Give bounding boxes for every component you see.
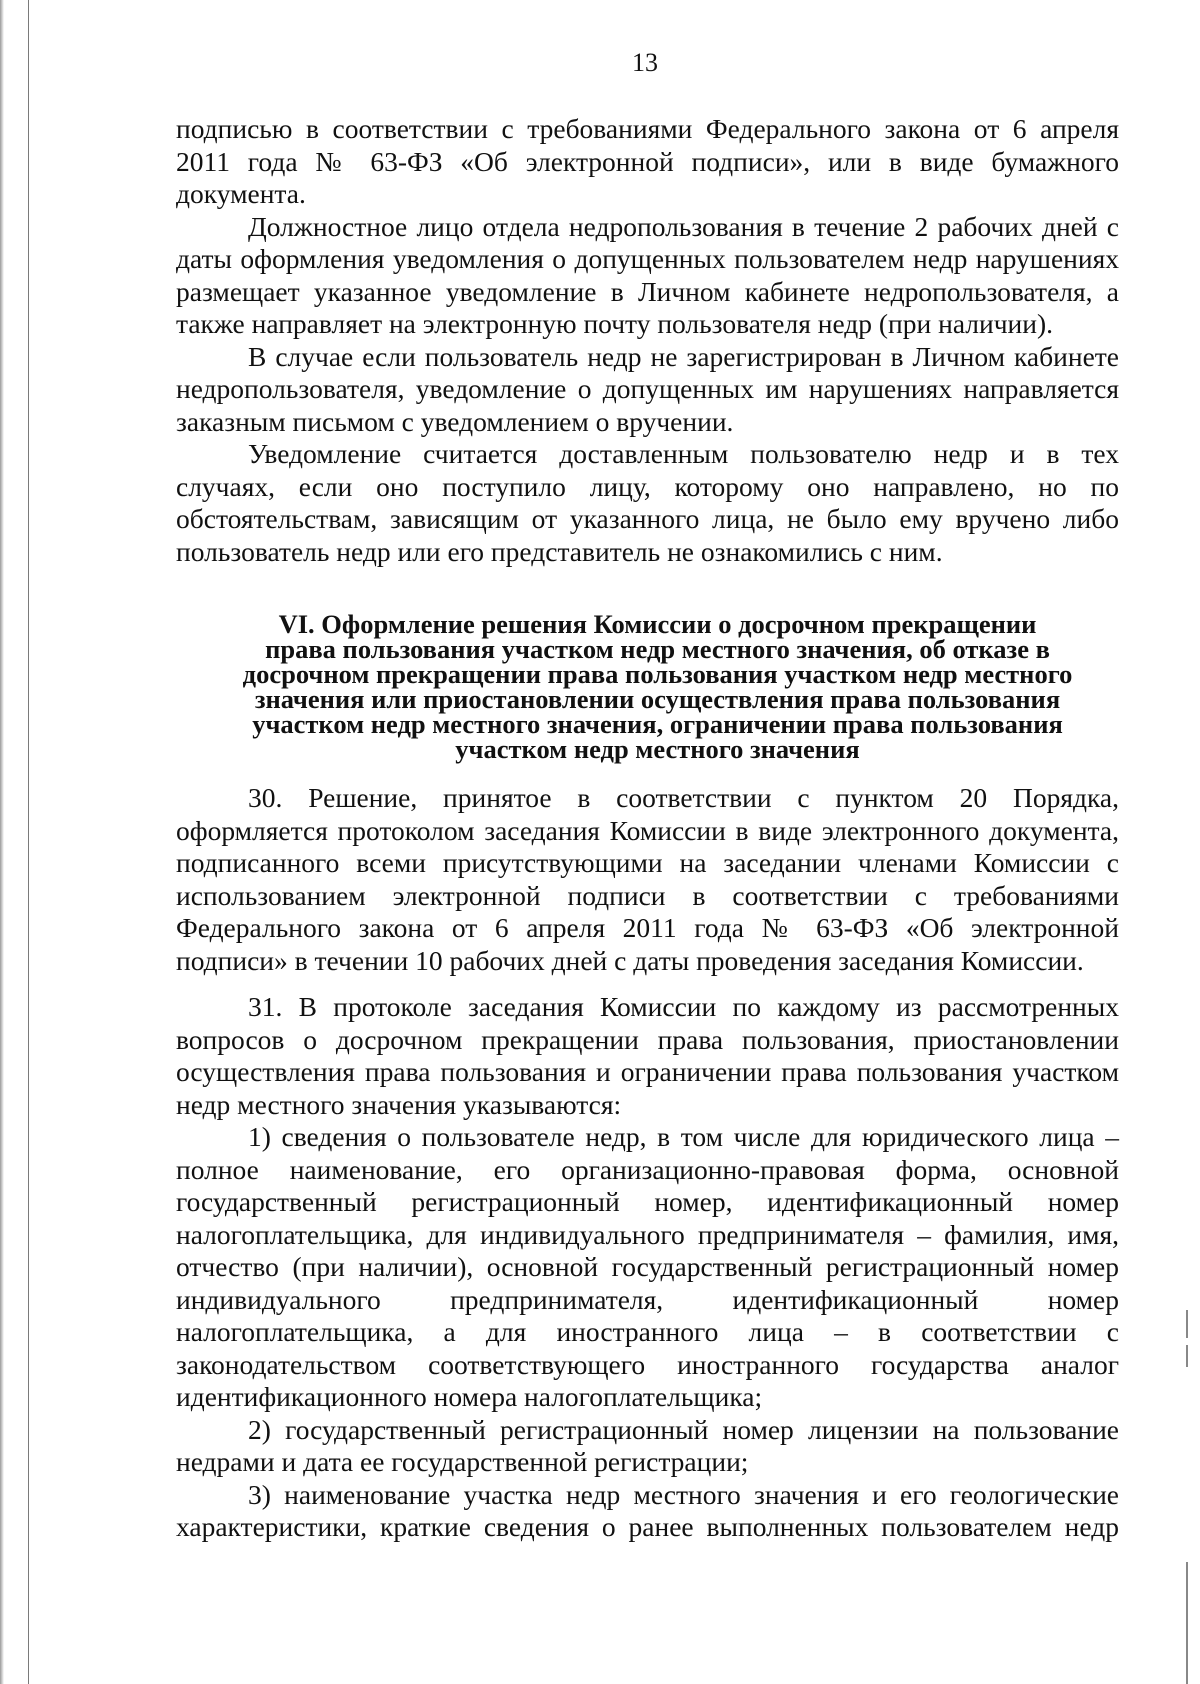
scan-edge-left bbox=[0, 0, 4, 1684]
page-number: 13 bbox=[632, 48, 658, 77]
section-heading-line: права пользования участком недр местного значения, об отказе в bbox=[265, 634, 1050, 664]
list-item: 3) наименование участка недр местного значения и его геологические характеристики, краткие сведения о ранее выполненных пользователем недр bbox=[176, 1478, 1119, 1542]
scan-mark-right bbox=[1186, 1310, 1188, 1338]
list-item: 2) государственный регистрационный номер лицензии на пользование недрами и дата ее государственной регистрации; bbox=[176, 1413, 1119, 1477]
paragraph-item-30: 30. Решение, принятое в соответствии с пунктом 20 Порядка, оформляется протоколом заседания Комиссии в виде электронного документа, подписанного всеми присутствующими на заседании членами Комиссии с использованием электронной подписи в соответствии с требованиями Федерального закона от 6 апреля 2011 года № 63-ФЗ «Об электронной подписи» в течении 10 рабочих дней с даты проведения заседания Комиссии. bbox=[176, 782, 1119, 976]
paragraph: Должностное лицо отдела недропользования в течение 2 рабочих дней с даты оформления уведомления о допущенных пользователем недр нарушениях размещает указанное уведомление в Личном кабинете недропользователя, а также направляет на электронную почту пользователя недр (при наличии). bbox=[176, 210, 1119, 339]
section-heading-line: участком недр местного значения, ограничении права пользования bbox=[252, 709, 1063, 739]
section-heading-line: VI. Оформление решения Комиссии о досрочном прекращении bbox=[278, 609, 1037, 639]
paragraph: подписью в соответствии с требованиями Федерального закона от 6 апреля 2011 года № 63-ФЗ «Об электронной подписи», или в виде бумажного документа. bbox=[176, 113, 1119, 209]
section-heading bbox=[176, 609, 1119, 764]
section-heading-line: досрочном прекращении права пользования участком недр местного bbox=[242, 659, 1073, 689]
scan-line-left bbox=[28, 0, 29, 1684]
section-heading-line: участком недр местного значения bbox=[455, 734, 860, 764]
paragraph: Уведомление считается доставленным пользователю недр и в тех случаях, если оно поступило лицу, которому оно направлено, но по обстоятельствам, зависящим от указанного лица, не было ему вручено либо пользователь недр или его представитель не ознакомились с ним. bbox=[176, 438, 1119, 567]
scan-mark-right bbox=[1186, 1562, 1188, 1684]
section-heading-line: значения или приостановлении осуществления права пользования bbox=[254, 684, 1061, 714]
paragraph: В случае если пользователь недр не зарегистрирован в Личном кабинете недропользователя, уведомление о допущенных им нарушениях направляется заказным письмом с уведомлением о вручении. bbox=[176, 340, 1119, 437]
scan-mark-right bbox=[1186, 1345, 1188, 1367]
paragraph-item-31: 31. В протоколе заседания Комиссии по каждому из рассмотренных вопросов о досрочном прекращении права пользования, приостановлении осуществления права пользования и ограничении права пользования участком недр местного значения указываются: bbox=[176, 991, 1119, 1120]
document-body bbox=[176, 113, 1119, 1544]
list-item: 1) сведения о пользователе недр, в том числе для юридического лица – полное наименование, его организационно-правовая форма, основной государственный регистрационный номер, идентификационный номер налогоплательщика, для индивидуального предпринимателя – фамилия, имя, отчество (при наличии), основной государственный регистрационный номер индивидуального предпринимателя, идентификационный номер налогоплательщика, а для иностранного лица – в соответствии с законодательством соответствующего иностранного государства аналог идентификационного номера налогоплательщика; bbox=[176, 1121, 1119, 1412]
